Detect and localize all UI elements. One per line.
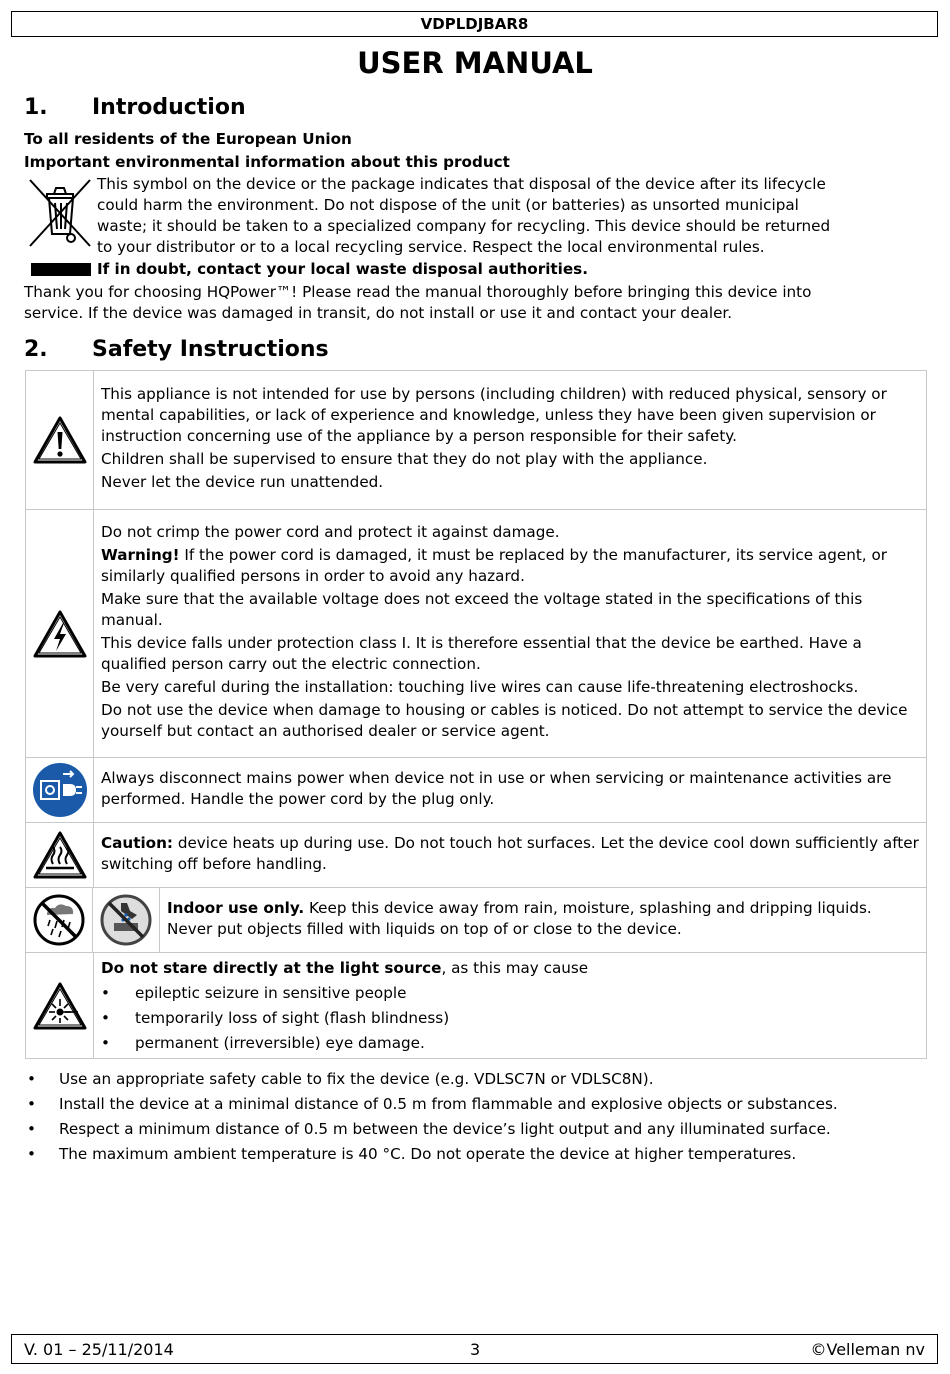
no-liquids-icon: [93, 888, 160, 952]
doubt-note: If in doubt, contact your local waste disposal authorities.: [97, 260, 588, 278]
indoor-text: [167, 898, 920, 940]
section-2-title: Safety Instructions: [92, 337, 329, 362]
list-item: • Respect a minimum distance of 0.5 m between the device’s light output and any illuminated surface.: [27, 1120, 831, 1138]
eu-heading: To all residents of the European Union: [24, 130, 352, 148]
safety-table: [25, 370, 927, 1059]
env-heading: Important environmental information about this product: [24, 153, 510, 171]
section-1-title: Introduction: [92, 95, 246, 120]
indoor-desc: Keep this device away from rain, moisture, splashing and dripping liquids. Never put objects filled with liquids on top of or close to the device.: [167, 898, 872, 938]
electric-text-3: Make sure that the available voltage does not exceed the voltage stated in the specifications of this manual.: [101, 590, 863, 629]
light-desc: , as this may cause: [441, 959, 589, 977]
section-2-heading: [24, 336, 329, 364]
list-item: • permanent (irreversible) eye damage.: [101, 1034, 425, 1052]
caution-label: Caution:: [101, 833, 173, 852]
safety-row-unplug: [26, 758, 927, 823]
section-1-number: 1.: [24, 95, 48, 120]
weee-black-bar: [31, 263, 91, 276]
footer-copyright: ©Velleman nv: [810, 1340, 925, 1359]
weee-line-1: This symbol on the device or the package indicates that disposal of the device after its lifecycle: [97, 175, 826, 193]
electric-text-1: Do not crimp the power cord and protect it against damage.: [101, 523, 560, 541]
page-footer: [11, 1334, 938, 1364]
safety-row-indoor: [26, 888, 927, 953]
caution-text: device heats up during use. Do not touch hot surfaces. Let the device cool down sufficiently after switching off before handling.: [101, 833, 919, 873]
footer-version: V. 01 – 25/11/2014: [24, 1340, 174, 1359]
list-item: • epileptic seizure in sensitive people: [101, 984, 407, 1002]
warning-label: Warning!: [101, 546, 180, 564]
safety-row-electric: [26, 510, 927, 758]
unplug-text: Always disconnect mains power when device not in use or when servicing or maintenance activities are performed. Handle the power cord by the plug only.: [101, 768, 892, 808]
safety-bullet-list: [24, 1069, 929, 1169]
page-title: USER MANUAL: [357, 46, 593, 80]
weee-line-3: waste; it should be taken to a specialized company for recycling. This device should be returned: [97, 217, 831, 235]
section-2-number: 2.: [24, 337, 48, 362]
light-label: Do not stare directly at the light source: [101, 959, 442, 977]
footer-page-number: 3: [470, 1340, 481, 1359]
list-item: • Install the device at a minimal distance of 0.5 m from flammable and explosive objects or substances.: [27, 1095, 838, 1113]
warning-triangle-icon: [26, 371, 94, 510]
list-item: • Use an appropriate safety cable to fix the device (e.g. VDLSC7N or VDLSC8N).: [27, 1070, 654, 1088]
light-hazard-icon: [26, 953, 94, 1059]
header-model: VDPLDJBAR8: [420, 15, 529, 33]
list-item: • The maximum ambient temperature is 40 °C. Do not operate the device at higher temperatures.: [27, 1145, 797, 1163]
general-text-1: This appliance is not intended for use by persons (including children) with reduced physical, sensory or mental capabilities, or lack of experience and knowledge, unless they have been given supervision or instruction concerning use of the appliance by a person responsible for their safety.: [101, 385, 887, 445]
safety-row-light: [26, 953, 927, 1059]
thanks-line-1: Thank you for choosing HQPower™! Please read the manual thoroughly before bringing this device into: [24, 283, 812, 301]
weee-line-4: to your distributor or to a local recycling service. Respect the local environmental rules.: [97, 238, 765, 256]
hot-surface-icon: [26, 823, 94, 888]
light-text: [101, 958, 920, 979]
safety-row-general: [26, 371, 927, 510]
section-1-heading: [24, 94, 246, 122]
safety-row-hot: [26, 823, 927, 888]
no-rain-icon: [26, 888, 93, 952]
general-text-3: Never let the device run unattended.: [101, 473, 384, 491]
electric-text-6: Do not use the device when damage to housing or cables is noticed. Do not attempt to service the device yourself but contact an authorised dealer or service agent.: [101, 701, 908, 740]
weee-line-2: could harm the environment. Do not dispose of the unit (or batteries) as unsorted municipal: [97, 196, 799, 214]
list-item: • temporarily loss of sight (flash blindness): [101, 1009, 450, 1027]
indoor-label: Indoor use only.: [167, 898, 305, 917]
electric-hazard-icon: [26, 510, 94, 758]
header-model-box: [11, 11, 938, 37]
general-text-2: Children shall be supervised to ensure that they do not play with the appliance.: [101, 450, 708, 468]
thanks-line-2: service. If the device was damaged in transit, do not install or use it and contact your dealer.: [24, 304, 733, 322]
electric-text-4: This device falls under protection class I. It is therefore essential that the device be earthed. Have a qualified person carry out the electric connection.: [101, 634, 862, 673]
electric-text-5: Be very careful during the installation: touching live wires can cause life-threatening electroshocks.: [101, 678, 859, 696]
hot-text: [101, 833, 920, 875]
warning-text: If the power cord is damaged, it must be replaced by the manufacturer, its service agent, or similarly qualified persons in order to avoid any hazard.: [101, 546, 887, 585]
electric-warning: [101, 545, 920, 587]
crossed-bin-icon: [24, 176, 96, 250]
disconnect-mains-icon: [26, 758, 94, 823]
